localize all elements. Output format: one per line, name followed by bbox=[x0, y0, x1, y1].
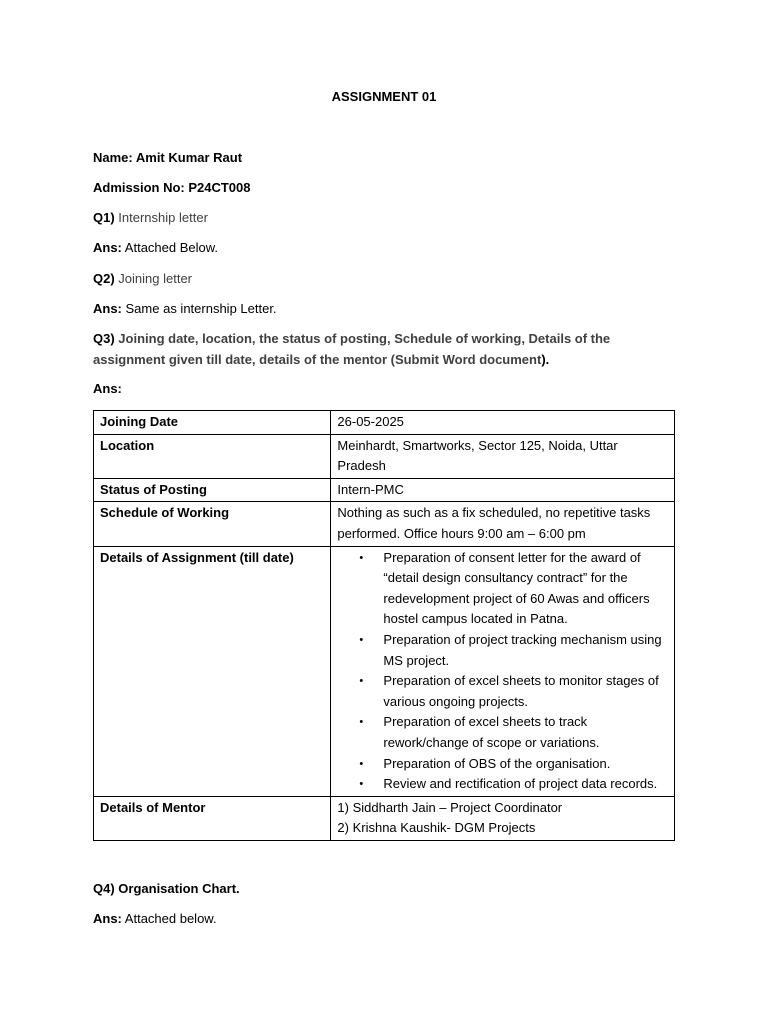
schedule-value: Nothing as such as a fix scheduled, no repetitive tasks performed. Office hours 9:00 am – 6:00 pm bbox=[331, 502, 675, 546]
student-name: Name: Amit Kumar Raut bbox=[93, 150, 243, 165]
answer-2-text: Same as internship Letter. bbox=[125, 301, 277, 316]
table-row bbox=[94, 478, 675, 502]
list-item bbox=[359, 671, 668, 712]
answer-2-label: Ans: bbox=[93, 301, 122, 316]
list-item bbox=[359, 548, 668, 630]
bullet-icon: • bbox=[359, 675, 364, 688]
table-row bbox=[94, 411, 675, 435]
bullet-icon: • bbox=[359, 778, 364, 791]
table-row bbox=[94, 796, 675, 840]
list-item-text: Review and rectification of project data records. bbox=[383, 776, 658, 792]
question-3-tail: ). bbox=[541, 352, 550, 367]
mentor-key: Details of Mentor bbox=[94, 796, 331, 840]
mentor-value bbox=[331, 796, 675, 840]
assignment-list bbox=[337, 548, 668, 795]
table-row bbox=[94, 502, 675, 546]
answer-3-label: Ans: bbox=[93, 381, 122, 396]
location-key: Location bbox=[94, 434, 331, 478]
bullet-icon: • bbox=[359, 551, 364, 564]
list-item bbox=[359, 712, 668, 753]
list-item bbox=[359, 630, 668, 671]
answer-1-text: Attached Below. bbox=[124, 240, 219, 255]
status-key: Status of Posting bbox=[94, 478, 331, 502]
table-row bbox=[94, 434, 675, 478]
bullet-icon: • bbox=[359, 633, 364, 646]
admission-number: Admission No: P24CT008 bbox=[93, 180, 251, 195]
question-1-number: Q1) bbox=[93, 210, 115, 225]
mentor-line-1: 1) Siddharth Jain – Project Coordinator bbox=[337, 799, 563, 815]
mentor-line-2: 2) Krishna Kaushik- DGM Projects bbox=[337, 820, 536, 836]
bullet-icon: • bbox=[359, 757, 364, 770]
status-value: Intern-PMC bbox=[331, 478, 675, 502]
schedule-key: Schedule of Working bbox=[94, 502, 331, 546]
bullet-icon: • bbox=[359, 716, 364, 729]
internship-details-table bbox=[93, 410, 675, 841]
answer-4-text: Attached below. bbox=[124, 911, 217, 926]
list-item-text: Preparation of excel sheets to track rework/change of scope or variations. bbox=[383, 714, 600, 750]
question-1 bbox=[93, 207, 208, 228]
joining-date-value: 26-05-2025 bbox=[331, 411, 675, 435]
location-value: Meinhardt, Smartworks, Sector 125, Noida, Uttar Pradesh bbox=[331, 434, 675, 478]
list-item bbox=[359, 754, 668, 775]
question-2 bbox=[93, 268, 192, 289]
answer-4-label: Ans: bbox=[93, 911, 122, 926]
joining-date-key: Joining Date bbox=[94, 411, 331, 435]
question-3-text: Joining date, location, the status of posting, Schedule of working, Details of the assignment given till date, details of the mentor (Submit Word document bbox=[93, 331, 611, 367]
assignment-value bbox=[331, 546, 675, 796]
question-2-number: Q2) bbox=[93, 271, 115, 286]
document-title: ASSIGNMENT 01 bbox=[331, 89, 437, 104]
question-1-text: Internship letter bbox=[118, 210, 208, 225]
answer-1 bbox=[93, 237, 218, 258]
answer-1-label: Ans: bbox=[93, 240, 122, 255]
list-item-text: Preparation of consent letter for the award of “detail design consultancy contract” for the redevelopment project of 60 Awas and officers hostel campus located in Patna. bbox=[383, 549, 650, 627]
list-item-text: Preparation of excel sheets to monitor stages of various ongoing projects. bbox=[383, 673, 659, 709]
answer-2 bbox=[93, 298, 277, 319]
table-row bbox=[94, 546, 675, 796]
question-3-number: Q3) bbox=[93, 331, 115, 346]
assignment-key: Details of Assignment (till date) bbox=[94, 546, 331, 796]
question-2-text: Joining letter bbox=[118, 271, 193, 286]
question-4: Q4) Organisation Chart. bbox=[93, 881, 240, 896]
list-item bbox=[359, 774, 668, 795]
question-3 bbox=[93, 328, 653, 370]
list-item-text: Preparation of project tracking mechanism using MS project. bbox=[383, 631, 662, 668]
answer-4 bbox=[93, 908, 217, 929]
list-item-text: Preparation of OBS of the organisation. bbox=[383, 755, 611, 771]
